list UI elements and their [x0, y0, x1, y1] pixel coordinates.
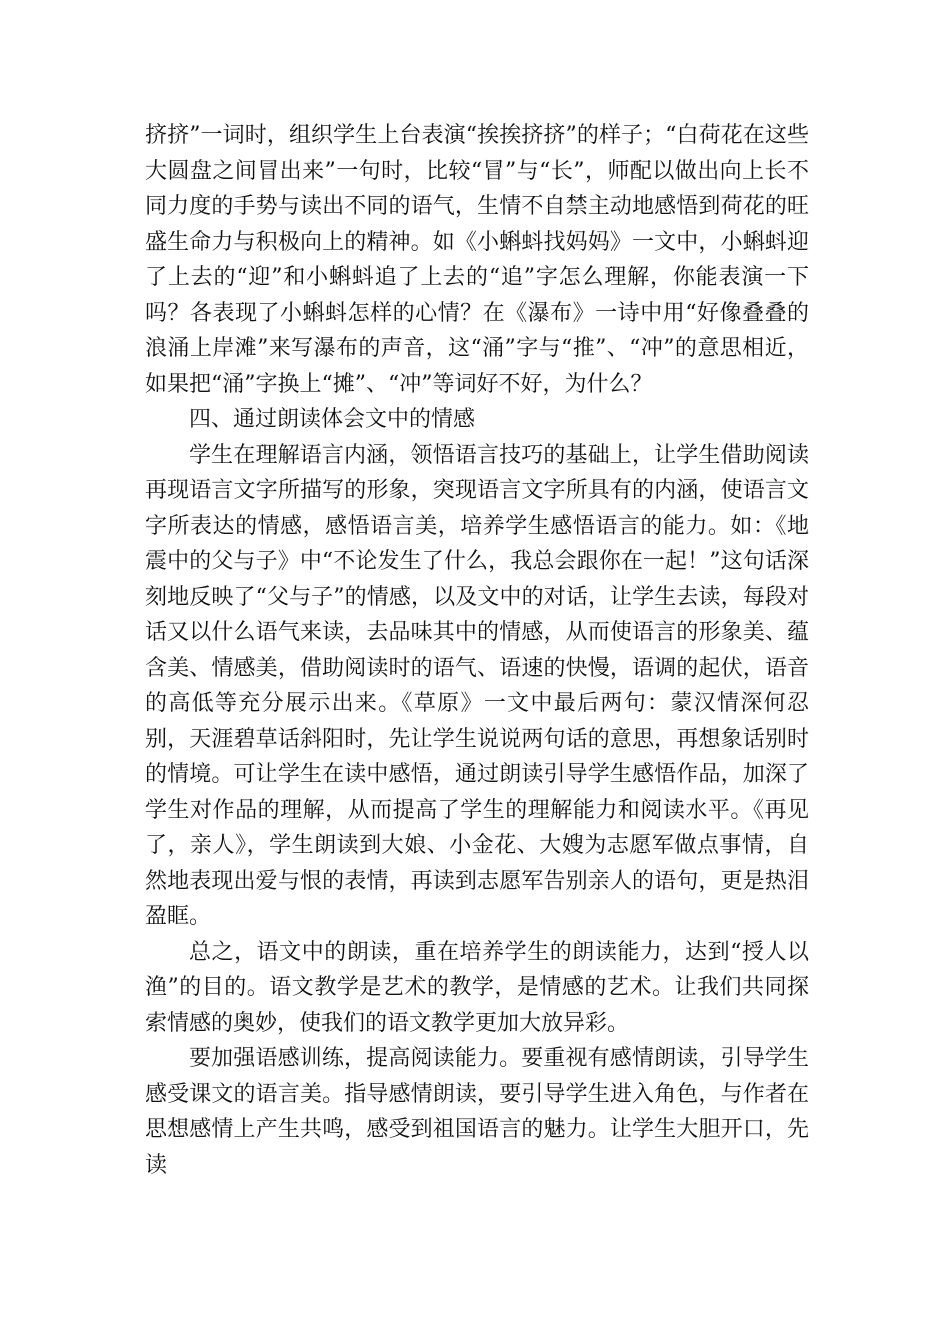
section-heading-4: 四、通过朗读体会文中的情感: [189, 407, 476, 432]
paragraph-2: 学生在理解语言内涵，领悟语言技巧的基础上，让学生借助阅读再现语言文字所描写的形象，突现语言文字所具有的内涵，使语言文字所表达的情感，感悟语言美，培养学生感悟语言的能力。如：《地震中的父与子》中“不论发生了什么，我总会跟你在一起！”这句话深刻地反映了“父与子”的情感，以及文中的对话，让学生去读，每段对话又以什么语气来读，去品味其中的情感，从而使语言的形象美、蕴含美、情感美，借助阅读时的语气、语速的快慢，语调的起伏，语音的高低等充分展示出来。《草原》一文中最后两句：蒙汉情深何忍别，天涯碧草话斜阳时，先让学生说说两句话的意思，再想象话别时的情境。可让学生在读中感悟，通过朗读引导学生感悟作品，加深了学生对作品的理解，从而提高了学生的理解能力和阅读水平。《再见了，亲人》，学生朗读到大娘、小金花、大嫂为志愿军做点事情，自然地表现出爱与恨的表情，再读到志愿军告别亲人的语句，更是热泪盈眶。: [145, 442, 809, 929]
paragraph-3: 总之，语文中的朗读，重在培养学生的朗读能力，达到“授人以渔”的目的。语文教学是艺术的教学，是情感的艺术。让我们共同探索情感的奥妙，使我们的语文教学更加大放异彩。: [145, 939, 809, 1036]
paragraph-4: 要加强语感训练，提高阅读能力。要重视有感情朗读，引导学生感受课文的语言美。指导感情朗读，要引导学生进入角色，与作者在思想感情上产生共鸣，感受到祖国语言的魅力。让学生大胆开口，先读: [145, 1046, 809, 1178]
paragraph-1: 挤挤”一词时，组织学生上台表演“挨挨挤挤”的样子；“白荷花在这些大圆盘之间冒出来”一句时，比较“冒”与“长”，师配以做出向上长不同力度的手势与读出不同的语气，生情不自禁主动地感悟到荷花的旺盛生命力与积极向上的精神。如《小蝌蚪找妈妈》一文中，小蝌蚪迎了上去的“迎”和小蝌蚪追了上去的“追”字怎么理解，你能表演一下吗？各表现了小蝌蚪怎样的心情？在《瀑布》一诗中用“好像叠叠的浪涌上岸滩”来写瀑布的声音，这“涌”字与“推”、“冲”的意思相近，如果把“涌”字换上“摊”、“冲”等词好不好，为什么？: [145, 123, 809, 397]
document-body: [145, 118, 809, 1183]
